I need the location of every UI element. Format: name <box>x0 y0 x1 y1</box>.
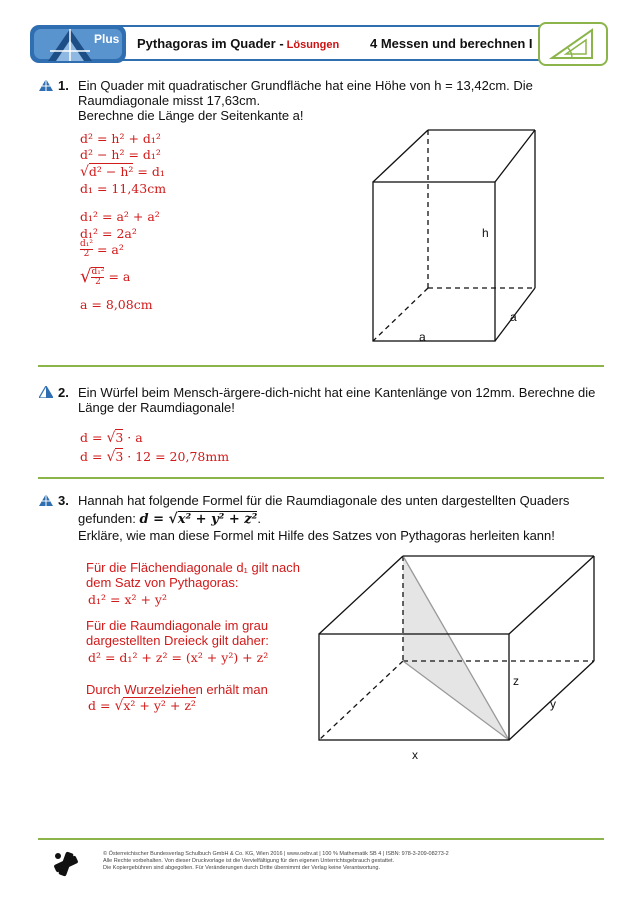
task-number: 2. <box>58 385 69 400</box>
explanation-text: dargestellten Dreieck gilt daher: <box>86 633 269 648</box>
solution-fraction-line: √ $\frac{\text{d₁²}}{2}$ = a <box>80 266 131 287</box>
solution-line: √d² − h² = d₁ <box>80 164 165 180</box>
separator <box>38 365 604 367</box>
task-text-line: gefunden: d = √x² + y² + z². <box>78 511 261 527</box>
solution-line: a = 8,08cm <box>80 297 153 312</box>
solution-line: d₁² = a² + a² <box>80 209 160 224</box>
label-z: z <box>513 674 519 688</box>
publisher-logo-icon <box>52 850 80 878</box>
solution-line: d² = h² + d₁² <box>80 131 161 146</box>
task-text-line: Ein Würfel beim Mensch-ärgere-dich-nicht hat eine Kantenlänge von 12mm. Berechne die <box>78 385 596 400</box>
title-text: Pythagoras im Quader - <box>137 36 284 51</box>
label-x: x <box>412 748 418 762</box>
solution-line: d₁² = x² + y² <box>88 592 167 607</box>
solution-label: Lösungen <box>286 39 340 51</box>
explanation-text: Für die Flächendiagonale d₁ gilt nach <box>86 560 300 575</box>
task-number: 3. <box>58 493 69 508</box>
label-a-front: a <box>419 330 426 344</box>
task-number: 1. <box>58 78 69 93</box>
solution-fraction-line: $\frac{\text{d₁²}}{2}$ = a² <box>80 239 124 259</box>
separator <box>38 477 604 479</box>
solution-line: d₁ = 11,43cm <box>80 181 167 196</box>
difficulty-triangle-icon <box>39 386 53 398</box>
solution-line: d = √x² + y² + z² <box>88 698 196 714</box>
plus-logo <box>28 23 128 65</box>
copyright-footer: © Österreichischer Bundesverlag Schulbuch GmbH & Co. KG, Wien 2016 | www.oebv.at | 100 % Mathematik SB 4 | ISBN: 978-3-209-08273-2 Alle Rechte vorbehalten. Von dieser Druckvorlage ist die Vervielfältigung für den eigenen Unterrichtsgebrauch gestattet. Die Kopiergebühren sind abgegolten. Für Veränderungen durch Dritte übernimmt der Verlag keine Verantwortung. <box>103 851 449 871</box>
task-text-line: Länge der Raumdiagonale! <box>78 400 235 415</box>
cuboid-figure <box>360 125 560 350</box>
label-y: y <box>550 697 556 711</box>
label-h: h <box>482 226 489 240</box>
solution-line: d² = d₁² + z² = (x² + y²) + z² <box>88 650 269 665</box>
explanation-text: Durch Wurzelziehen erhält man <box>86 682 268 697</box>
solution-line: d₁² = 2a² <box>80 226 137 241</box>
explanation-text: Für die Raumdiagonale im grau <box>86 618 269 633</box>
separator <box>38 838 604 840</box>
difficulty-triangle-icon <box>39 494 53 506</box>
task-text-line: Ein Quader mit quadratischer Grundfläche hat eine Höhe von h = 13,42cm. Die <box>78 78 533 93</box>
page-title <box>137 36 339 51</box>
task-text-line: Erkläre, wie man diese Formel mit Hilfe des Satzes von Pythagoras herleiten kann! <box>78 528 555 543</box>
solution-line: d² − h² = d₁² <box>80 147 161 162</box>
triangle-ruler-icon <box>546 26 600 62</box>
task-text-line: Berechne die Länge der Seitenkante a! <box>78 108 304 123</box>
difficulty-triangle-icon <box>39 79 53 91</box>
task-text-line: Raumdiagonale misst 17,63cm. <box>78 93 261 108</box>
chapter-title: 4 Messen und berechnen I <box>370 36 533 51</box>
cuboid-triangle-figure <box>316 550 606 745</box>
label-a-side: a <box>510 310 517 324</box>
logo-text: Plus <box>94 32 120 46</box>
solution-line: d = √3 · a <box>80 430 143 446</box>
task-text-line: Hannah hat folgende Formel für die Raumdiagonale des unten dargestellten Quaders <box>78 493 570 508</box>
solution-line: d = √3 · 12 = 20,78mm <box>80 449 230 465</box>
explanation-text: dem Satz von Pythagoras: <box>86 575 239 590</box>
chapter-badge <box>538 22 608 66</box>
